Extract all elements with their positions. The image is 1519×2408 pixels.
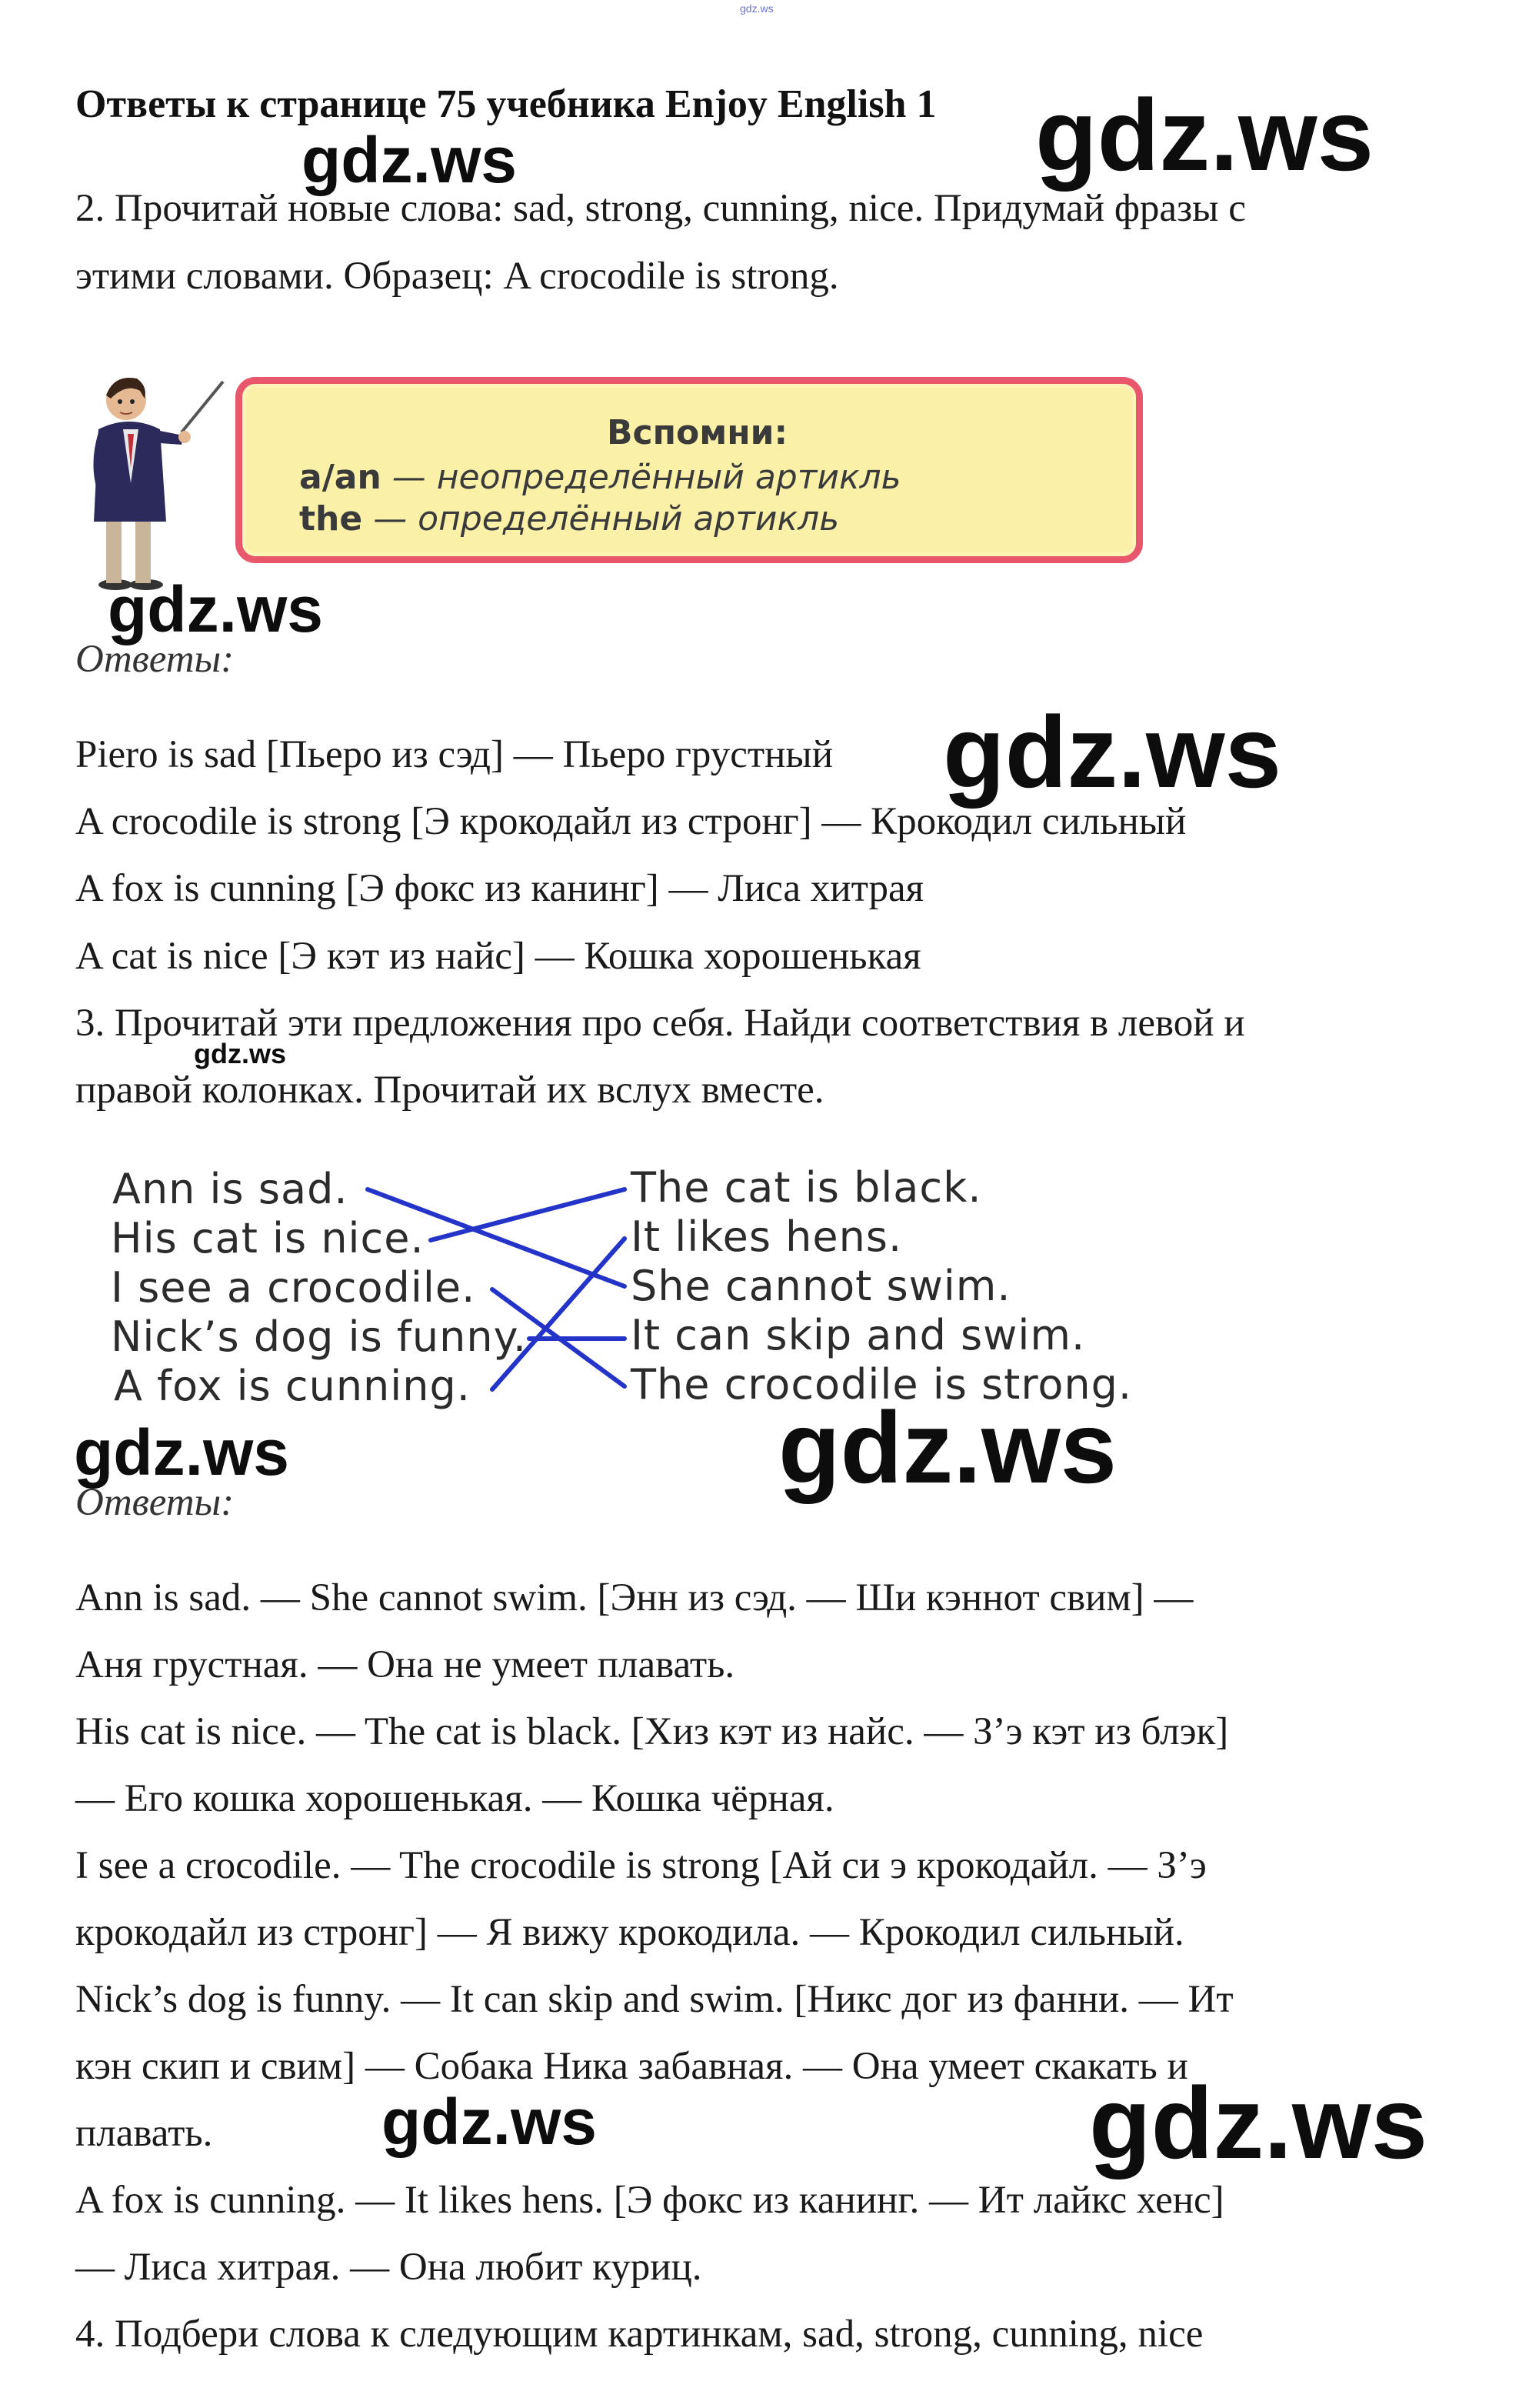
watermark: gdz.ws: [74, 1416, 290, 1489]
answers-label-1: Ответы:: [75, 638, 235, 681]
match-line-1: [368, 1189, 625, 1286]
exercise-2-line-1: 2. Прочитай новые слова: sad, strong, cunning, nice. Придумай фразы с: [75, 187, 1246, 230]
ex3-answer-line-4: — Его кошка хорошенькая. — Кошка чёрная.: [75, 1777, 834, 1820]
answers-label-2: Ответы:: [75, 1481, 235, 1524]
ex3-answer-line-7: Nick’s dog is funny. — It can skip and swim. [Никс дог из фанни. — Ит: [75, 1978, 1234, 2021]
match-right-1: The cat is black.: [631, 1163, 982, 1212]
ex2-answer-3: A fox is cunning [Э фокс из канинг] — Лиса хитрая: [75, 867, 924, 910]
watermark: gdz.ws: [1089, 2066, 1428, 2180]
exercise-3-line-2: правой колонках. Прочитай их вслух вместе.: [75, 1069, 824, 1112]
match-left-1: Ann is sad.: [112, 1165, 348, 1213]
watermark: gdz.ws: [381, 2086, 598, 2158]
watermark: gdz.ws: [943, 695, 1282, 809]
ex3-answer-line-11: — Лиса хитрая. — Она любит куриц.: [75, 2246, 702, 2289]
match-left-2: His cat is nice.: [111, 1214, 425, 1262]
match-right-5: The crocodile is strong.: [631, 1360, 1133, 1409]
match-left-4: Nick’s dog is funny.: [111, 1312, 527, 1361]
ex3-answer-line-1: Ann is sad. — She cannot swim. [Энн из сэд. — Ши кэннот свим] —: [75, 1576, 1194, 1619]
article-the-definition: — определённый артикль: [362, 499, 840, 539]
header-watermark: gdz.ws: [740, 2, 774, 15]
exercise-3-line-1: 3. Прочитай эти предложения про себя. Найди соответствия в левой и: [75, 1002, 1245, 1045]
watermark: gdz.ws: [108, 573, 324, 645]
exercise-2-line-2: этими словами. Образец: A crocodile is strong.: [75, 255, 839, 298]
watermark: gdz.ws: [301, 124, 518, 196]
ex3-answer-line-10: A fox is cunning. — It likes hens. [Э фокс из канинг. — Ит лайкс хенс]: [75, 2179, 1224, 2222]
ex3-answer-line-9: плавать.: [75, 2112, 213, 2155]
ex3-answer-line-5: I see a crocodile. — The crocodile is strong [Ай си э крокодайл. — З’э: [75, 1844, 1207, 1887]
ex3-answer-line-8: кэн скип и свим] — Собака Ника забавная. — Она умеет скакать и: [75, 2045, 1188, 2088]
match-line-2: [431, 1189, 625, 1240]
ex2-answer-2: A crocodile is strong [Э крокодайл из стронг] — Крокодил сильный: [75, 800, 1187, 843]
page-title: Ответы к странице 75 учебника Enjoy English 1: [75, 82, 937, 126]
article-the: the: [299, 499, 363, 539]
match-left-3: I see a crocodile.: [111, 1263, 476, 1312]
watermark: gdz.ws: [778, 1391, 1118, 1504]
article-a-an: a/an: [299, 458, 381, 497]
ex3-answer-line-3: His cat is nice. — The cat is black. [Хиз кэт из найс. — З’э кэт из блэк]: [75, 1710, 1229, 1753]
ex2-answer-1: Piero is sad [Пьеро из сэд] — Пьеро грустный: [75, 733, 833, 776]
match-right-2: It likes hens.: [631, 1212, 903, 1261]
ex3-answer-line-2: Аня грустная. — Она не умеет плавать.: [75, 1643, 735, 1686]
watermark: gdz.ws: [194, 1038, 287, 1069]
ex2-answer-4: A cat is nice [Э кэт из найс] — Кошка хорошенькая: [75, 935, 921, 978]
match-right-3: She cannot swim.: [631, 1262, 1011, 1310]
match-right-4: It can skip and swim.: [631, 1311, 1086, 1359]
watermark: gdz.ws: [1035, 78, 1374, 192]
match-left-5: A fox is cunning.: [114, 1362, 471, 1410]
ex3-answer-line-6: крокодайл из стронг] — Я вижу крокодила. — Крокодил сильный.: [75, 1911, 1184, 1954]
article-a-an-definition: — неопределённый артикль: [381, 458, 901, 497]
remember-title: Вспомни:: [607, 413, 788, 452]
exercise-4-line: 4. Подбери слова к следующим картинкам, sad, strong, cunning, nice: [75, 2313, 1204, 2356]
